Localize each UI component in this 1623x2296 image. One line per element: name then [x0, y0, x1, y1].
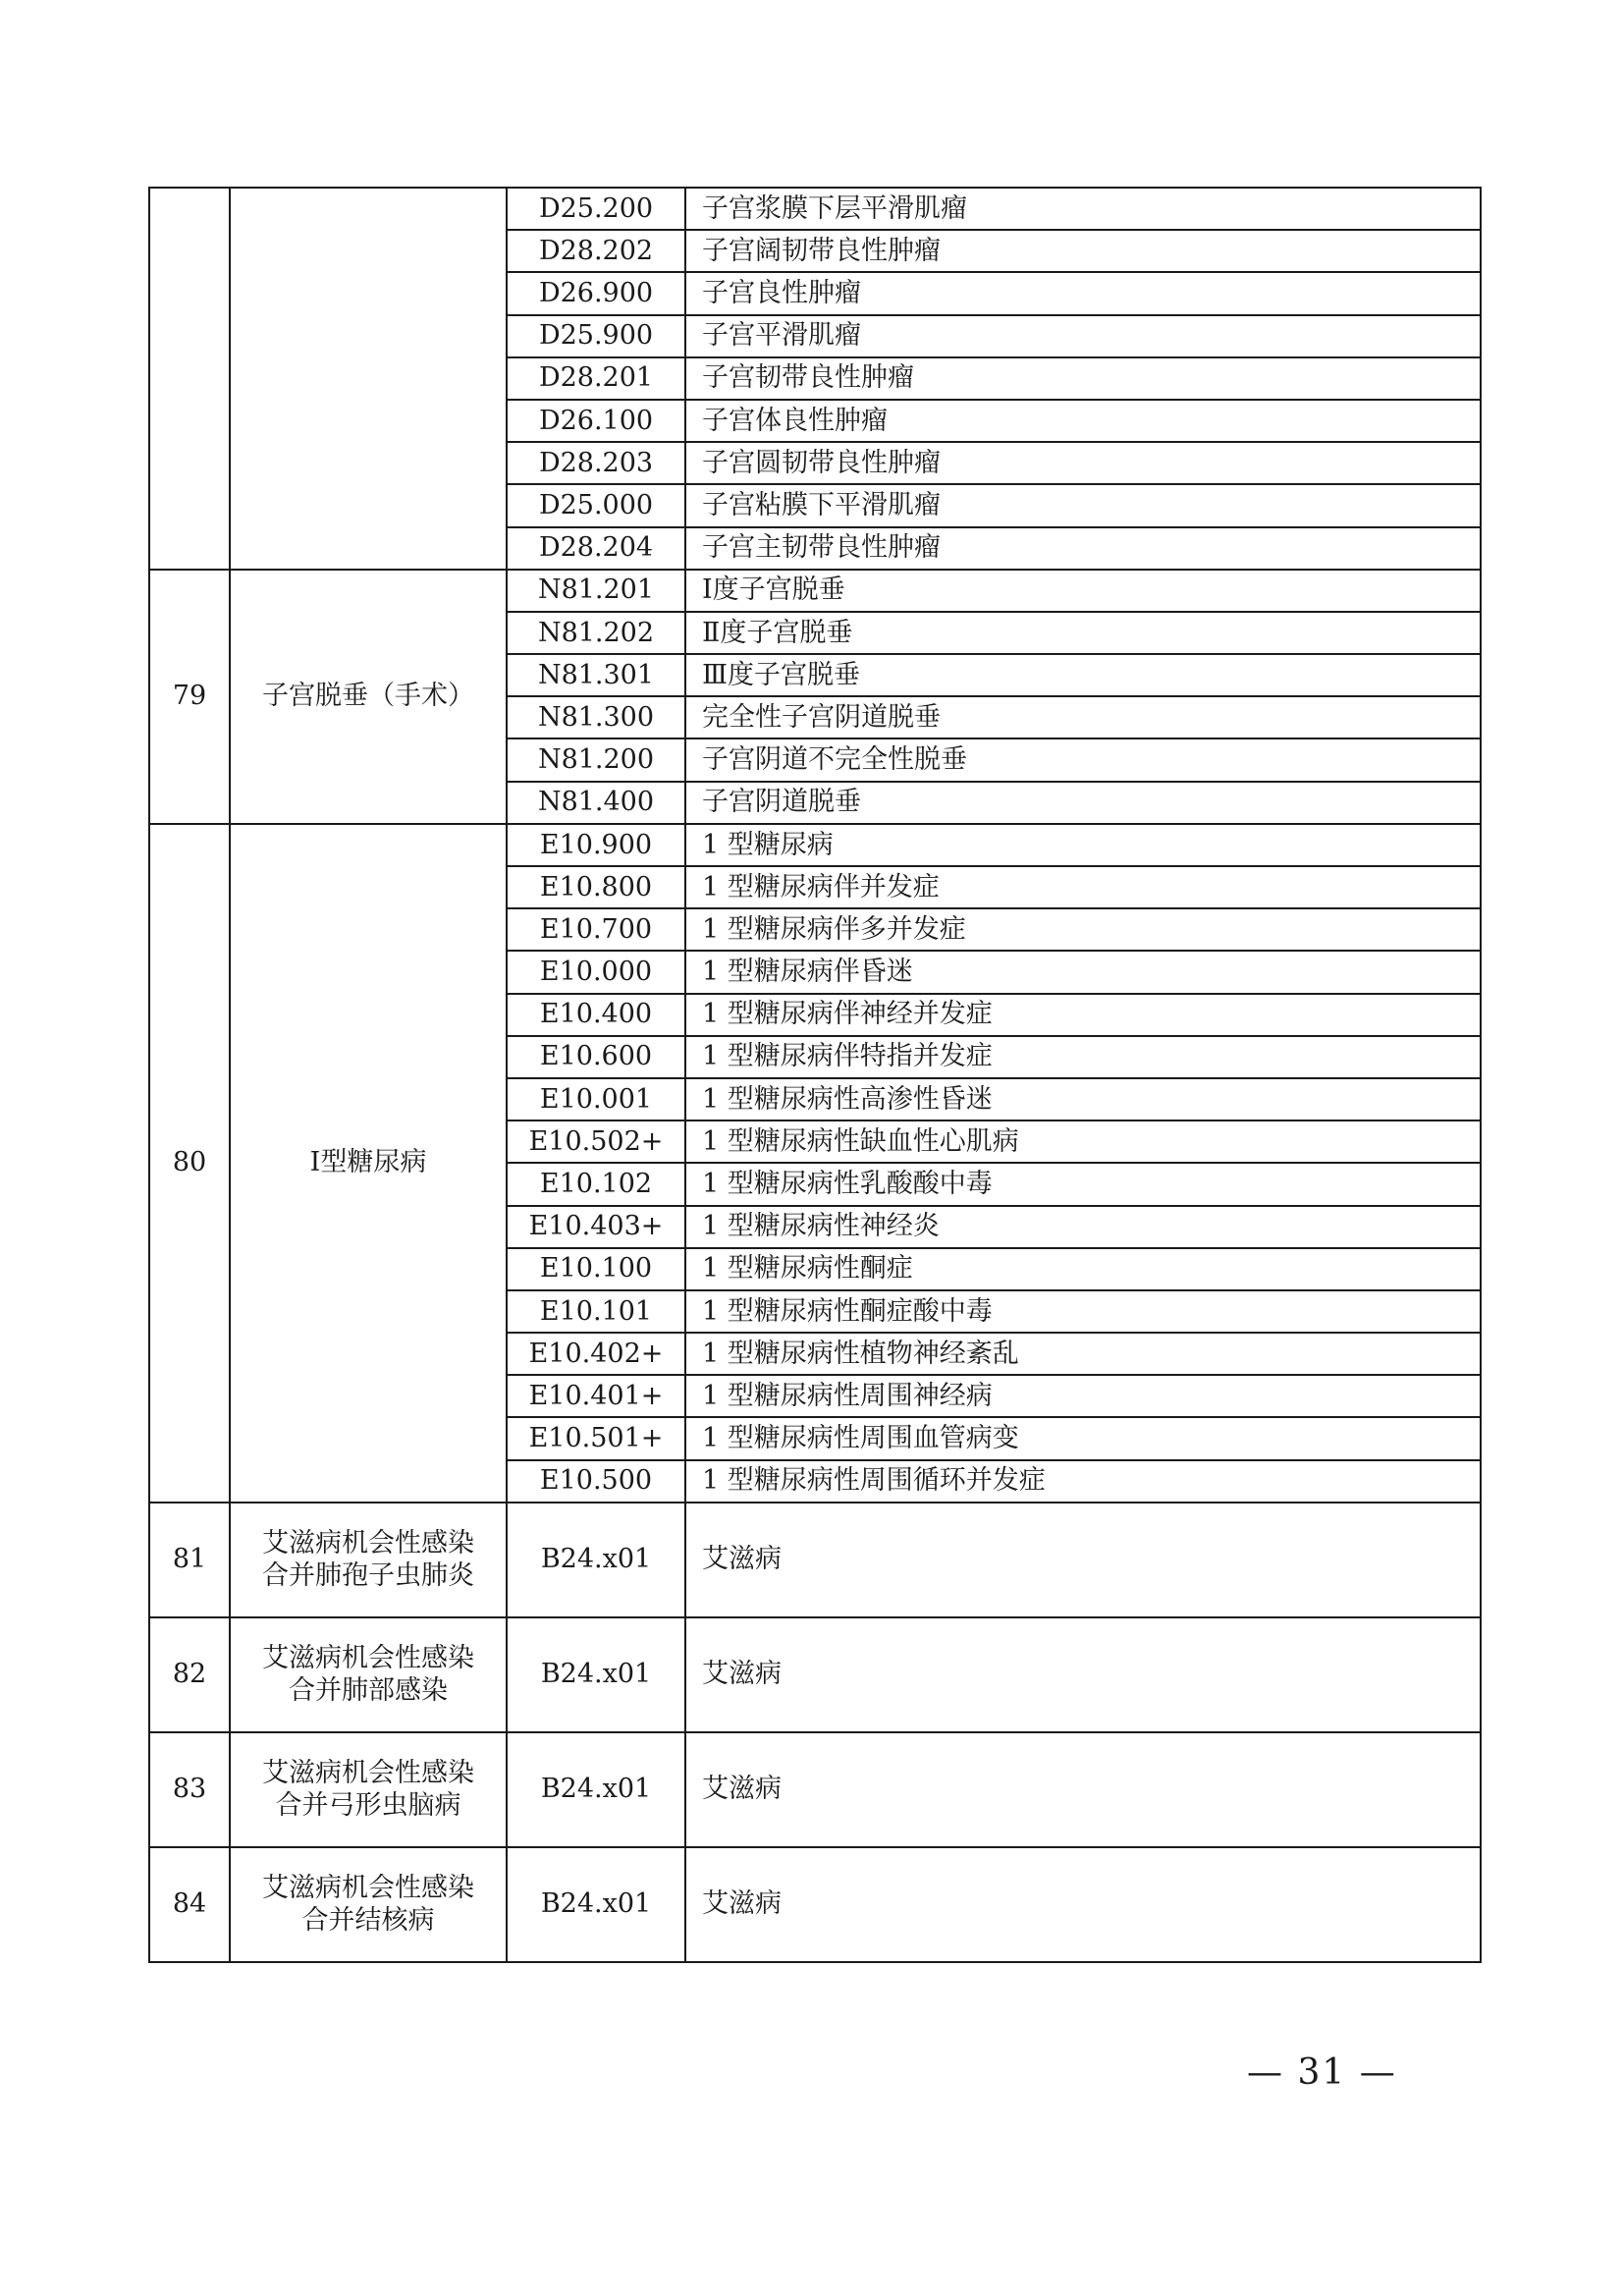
- diagnosis-name: 子宫阴道脱垂: [685, 782, 1481, 824]
- icd-code: E10.401+: [507, 1375, 685, 1417]
- diagnosis-name: 1 型糖尿病性周围神经病: [685, 1375, 1481, 1417]
- icd-code: N81.400: [507, 782, 685, 824]
- diagnosis-name: 1 型糖尿病伴并发症: [685, 866, 1481, 908]
- icd-code: D25.200: [507, 188, 685, 230]
- diagnosis-name: 1 型糖尿病性植物神经紊乱: [685, 1333, 1481, 1375]
- icd-code: D26.100: [507, 400, 685, 442]
- icd-code: D28.203: [507, 442, 685, 484]
- diagnosis-name: Ⅲ度子宫脱垂: [685, 654, 1481, 696]
- diagnosis-name: 1 型糖尿病性高渗性昏迷: [685, 1078, 1481, 1121]
- group-number: 81: [149, 1503, 230, 1617]
- disease-code-table: [148, 187, 1482, 1963]
- diagnosis-name: 1 型糖尿病性周围循环并发症: [685, 1460, 1481, 1503]
- icd-code: N81.300: [507, 696, 685, 738]
- disease-name: [230, 1847, 507, 1962]
- diagnosis-name: 艾滋病: [685, 1617, 1481, 1732]
- diagnosis-name: 1 型糖尿病性周围血管病变: [685, 1417, 1481, 1459]
- icd-code: E10.500: [507, 1460, 685, 1503]
- icd-code: E10.600: [507, 1036, 685, 1078]
- diagnosis-name: 完全性子宫阴道脱垂: [685, 696, 1481, 738]
- diagnosis-name: 1 型糖尿病伴神经并发症: [685, 994, 1481, 1036]
- diagnosis-name: 1 型糖尿病性神经炎: [685, 1206, 1481, 1248]
- icd-code: E10.001: [507, 1078, 685, 1121]
- diagnosis-name: 1 型糖尿病: [685, 824, 1481, 866]
- icd-code: N81.200: [507, 738, 685, 781]
- table-row: [149, 188, 1481, 230]
- diagnosis-name: 艾滋病: [685, 1503, 1481, 1617]
- icd-code: E10.700: [507, 908, 685, 951]
- icd-code: B24.x01: [507, 1847, 685, 1962]
- disease-name-text: 艾滋病机会性感染 合并肺部感染: [262, 1642, 474, 1707]
- icd-code: E10.102: [507, 1163, 685, 1205]
- diagnosis-name: 子宫主韧带良性肿瘤: [685, 527, 1481, 570]
- icd-code: D28.201: [507, 357, 685, 400]
- icd-code: B24.x01: [507, 1503, 685, 1617]
- group-number: 80: [149, 824, 230, 1503]
- table-row: [149, 1617, 1481, 1732]
- disease-name: [230, 1732, 507, 1847]
- icd-code: B24.x01: [507, 1732, 685, 1847]
- page-number: — 31 —: [1247, 2052, 1397, 2093]
- disease-name-text: 艾滋病机会性感染 合并弓形虫脑病: [262, 1757, 474, 1822]
- icd-code: E10.900: [507, 824, 685, 866]
- diagnosis-name: 1 型糖尿病伴昏迷: [685, 951, 1481, 993]
- table-row: [149, 1847, 1481, 1962]
- icd-code: E10.400: [507, 994, 685, 1036]
- diagnosis-name: 子宫平滑肌瘤: [685, 315, 1481, 357]
- diagnosis-name: 艾滋病: [685, 1847, 1481, 1962]
- diagnosis-name: 子宫圆韧带良性肿瘤: [685, 442, 1481, 484]
- diagnosis-name: Ⅰ度子宫脱垂: [685, 570, 1481, 612]
- diagnosis-name: 子宫韧带良性肿瘤: [685, 357, 1481, 400]
- icd-code: D28.202: [507, 230, 685, 272]
- disease-name: [230, 1617, 507, 1732]
- diagnosis-name: 子宫良性肿瘤: [685, 272, 1481, 314]
- icd-code: N81.301: [507, 654, 685, 696]
- group-number: [149, 188, 230, 570]
- icd-code: E10.501+: [507, 1417, 685, 1459]
- group-number: 79: [149, 570, 230, 824]
- diagnosis-name: 1 型糖尿病伴多并发症: [685, 908, 1481, 951]
- icd-code: B24.x01: [507, 1617, 685, 1732]
- group-number: 82: [149, 1617, 230, 1732]
- table-row: [149, 1732, 1481, 1847]
- icd-code: E10.403+: [507, 1206, 685, 1248]
- disease-name: Ⅰ型糖尿病: [230, 824, 507, 1503]
- diagnosis-name: 子宫阔韧带良性肿瘤: [685, 230, 1481, 272]
- icd-code: E10.100: [507, 1248, 685, 1290]
- icd-code: D26.900: [507, 272, 685, 314]
- icd-code: D25.000: [507, 484, 685, 526]
- diagnosis-name: 艾滋病: [685, 1732, 1481, 1847]
- group-number: 83: [149, 1732, 230, 1847]
- icd-code: E10.402+: [507, 1333, 685, 1375]
- diagnosis-name: Ⅱ度子宫脱垂: [685, 612, 1481, 654]
- icd-code: N81.201: [507, 570, 685, 612]
- diagnosis-name: 子宫浆膜下层平滑肌瘤: [685, 188, 1481, 230]
- icd-code: E10.800: [507, 866, 685, 908]
- disease-name-text: 艾滋病机会性感染 合并结核病: [262, 1872, 474, 1937]
- icd-code: E10.101: [507, 1290, 685, 1333]
- disease-name-text: 艾滋病机会性感染 合并肺孢子虫肺炎: [262, 1527, 474, 1592]
- diagnosis-name: 1 型糖尿病性酮症: [685, 1248, 1481, 1290]
- icd-code: D28.204: [507, 527, 685, 570]
- diagnosis-name: 1 型糖尿病性乳酸酸中毒: [685, 1163, 1481, 1205]
- icd-code: D25.900: [507, 315, 685, 357]
- icd-code: E10.000: [507, 951, 685, 993]
- diagnosis-name: 子宫体良性肿瘤: [685, 400, 1481, 442]
- table-row: [149, 570, 1481, 612]
- disease-name: [230, 1503, 507, 1617]
- table-row: [149, 1503, 1481, 1617]
- diagnosis-name: 子宫粘膜下平滑肌瘤: [685, 484, 1481, 526]
- table-body: [149, 188, 1481, 1962]
- group-number: 84: [149, 1847, 230, 1962]
- diagnosis-name: 1 型糖尿病性酮症酸中毒: [685, 1290, 1481, 1333]
- diagnosis-name: 1 型糖尿病伴特指并发症: [685, 1036, 1481, 1078]
- icd-code: N81.202: [507, 612, 685, 654]
- table-row: [149, 824, 1481, 866]
- disease-name: [230, 188, 507, 570]
- icd-code: E10.502+: [507, 1121, 685, 1163]
- disease-name: 子宫脱垂（手术）: [230, 570, 507, 824]
- diagnosis-name: 1 型糖尿病性缺血性心肌病: [685, 1121, 1481, 1163]
- diagnosis-name: 子宫阴道不完全性脱垂: [685, 738, 1481, 781]
